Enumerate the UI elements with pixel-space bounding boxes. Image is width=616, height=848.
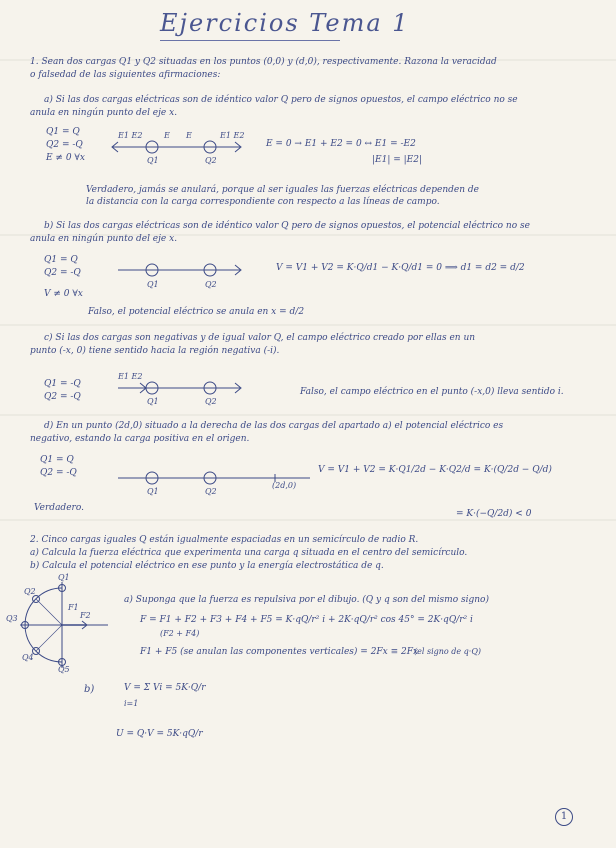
q2-radius-line-a [36, 599, 62, 625]
q1b-data-q1: Q1 = Q [44, 255, 78, 265]
q1c-data-q1: Q1 = -Q [44, 379, 81, 389]
page-number: 1 [555, 808, 573, 826]
q1-intro-line2: o falsedad de las siguientes afirmaciones: [30, 70, 221, 80]
q2a-line1: a) Suponga que la fuerza es repulsiva por el dibujo. (Q y q son del mismo signo) [124, 595, 489, 605]
q1a-label-e-b: E [186, 131, 192, 140]
q1d-equation-line2: = K·(−Q/2d) < 0 [456, 509, 532, 519]
q1b-label-q2: Q2 [205, 280, 217, 289]
q2a-line5: (el signo de q·Q) [414, 647, 481, 656]
q1a-magnitude-equality: |E1| = |E2| [372, 155, 422, 165]
q1b-statement-line1: b) Si las dos cargas eléctricas son de idéntico valor Q pero de signos opuestos, el potencial eléctrico no se [44, 221, 530, 231]
q1b-data-condition: V ≠ 0 ∀x [44, 289, 83, 299]
q1a-answer-line1: Verdadero, jamás se anulará, porque al ser iguales las fuerzas eléctricas dependen de [86, 185, 479, 195]
q1a-label-q2: Q2 [205, 156, 217, 165]
q1a-answer-line2: la distancia con la carga correspondiente con respecto a las líneas de campo. [86, 197, 440, 207]
q1d-label-q1: Q1 [147, 487, 159, 496]
q1a-statement-line1: a) Si las dos cargas eléctricas son de idéntico valor Q pero de signos opuestos, el campo eléctrico no se [44, 95, 518, 105]
q2b-label: b) [84, 684, 95, 695]
q1a-equation: E = 0 → E1 + E2 = 0 ↔ E1 = -E2 [266, 139, 416, 149]
q1d-data-q2: Q2 = -Q [40, 468, 77, 478]
q1a-label-q1: Q1 [147, 156, 159, 165]
q1a-data-condition: E ≠ 0 ∀x [46, 153, 85, 163]
q1c-answer: Falso, el campo eléctrico en el punto (-x,0) lleva sentido i. [300, 387, 564, 397]
q2a-line4: F1 + F5 (se anulan las componentes verticales) = 2Fx ≡ 2Fx [140, 647, 419, 657]
q2b-potential-equation: V = Σ Vi = 5K·Q/r [124, 683, 206, 693]
q2-label-q1: Q1 [58, 573, 70, 582]
q1d-statement-line2: negativo, estando la carga positiva en el origen. [30, 434, 250, 444]
q1b-equation: V = V1 + V2 = K·Q/d1 − K·Q/d1 = 0 ⟹ d1 = d2 = d/2 [276, 263, 525, 273]
q1a-statement-line2: anula en ningún punto del eje x. [30, 108, 178, 118]
q2-label-q3: Q3 [6, 614, 18, 623]
q1c-label-q1: Q1 [147, 397, 159, 406]
page-title: Ejercicios Tema 1 [160, 9, 410, 37]
q1c-statement-line1: c) Si las dos cargas son negativas y de igual valor Q, el campo eléctrico creado por ellas en un [44, 333, 476, 343]
q2-label-q4: Q4 [22, 653, 34, 662]
q2-label-q5: Q5 [58, 665, 70, 674]
q2b-sum-index: i=1 [124, 699, 139, 708]
q1d-data-q1: Q1 = Q [40, 455, 74, 465]
q1a-data-q1: Q1 = Q [46, 127, 80, 137]
q2-label-f1: F1 [68, 603, 79, 612]
q2-statement-line3: b) Calcula el potencial eléctrico en ese punto y la energía electrostática de q. [30, 561, 384, 571]
q1b-label-q1: Q1 [147, 280, 159, 289]
q1b-statement-line2: anula en ningún punto del eje x. [30, 234, 178, 244]
q1-intro-line1: 1. Sean dos cargas Q1 y Q2 situadas en los puntos (0,0) y (d,0), respectivamente. Razona la veracidad [30, 57, 497, 67]
q1c-label-q2: Q2 [205, 397, 217, 406]
q1d-label-q2: Q2 [205, 487, 217, 496]
q2-label-f2: F2 [80, 611, 91, 620]
q1d-label-point: (2d,0) [272, 481, 297, 490]
q1c-label-e1e2: E1 E2 [118, 372, 143, 381]
q1c-data-q2: Q2 = -Q [44, 392, 81, 402]
q1b-data-q2: Q2 = -Q [44, 268, 81, 278]
q2-label-q2: Q2 [24, 587, 36, 596]
q1d-equation-line1: V = V1 + V2 = K·Q1/2d − K·Q2/d = K·(Q/2d − Q/d) [318, 465, 552, 475]
q1b-answer: Falso, el potencial eléctrico se anula en x = d/2 [88, 307, 305, 317]
q1a-label-e1e2-left: E1 E2 [118, 131, 143, 140]
q1a-label-e-a: E [164, 131, 170, 140]
q1a-label-e1e2-right: E1 E2 [220, 131, 245, 140]
q1d-answer: Verdadero. [34, 503, 84, 513]
q2a-line3: (F2 + F4) [160, 629, 200, 638]
q1c-statement-line2: punto (-x, 0) tiene sentido hacia la región negativa (-i). [30, 346, 280, 356]
q2b-energy-equation: U = Q·V = 5K·qQ/r [116, 729, 203, 739]
q2-radius-line-b [36, 625, 62, 651]
q1d-statement-line1: d) En un punto (2d,0) situado a la derecha de las dos cargas del apartado a) el potencial eléctrico es [44, 421, 504, 431]
q2-statement-line1: 2. Cinco cargas iguales Q están igualmente espaciadas en un semicírculo de radio R. [30, 535, 419, 545]
q1a-data-q2: Q2 = -Q [46, 140, 83, 150]
q2a-line2: F = F1 + F2 + F3 + F4 + F5 = K·qQ/r² i + 2K·qQ/r² cos 45° = 2K·qQ/r² i [140, 615, 473, 625]
q2-statement-line2: a) Calcula la fuerza eléctrica que experimenta una carga q situada en el centro del semicírculo. [30, 548, 468, 558]
